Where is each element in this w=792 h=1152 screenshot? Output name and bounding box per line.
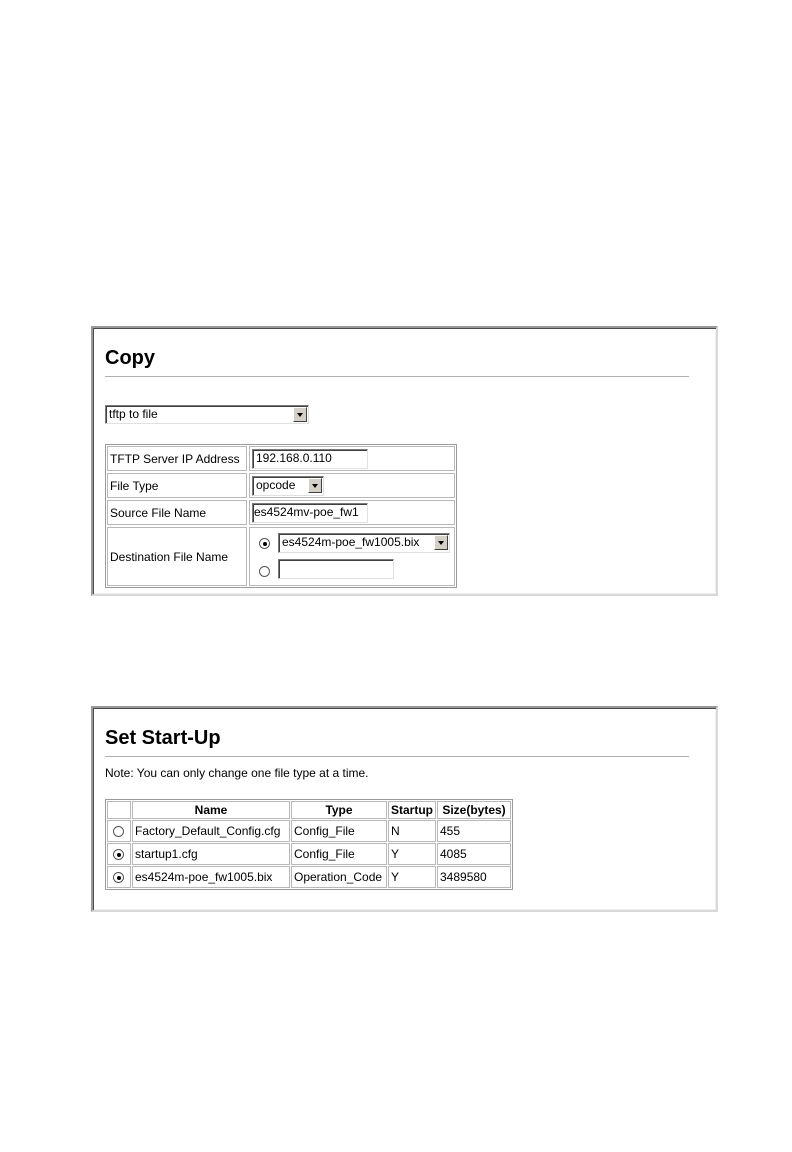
column-header (107, 801, 131, 819)
source-file-cell (249, 500, 455, 525)
destination-file-cell (249, 527, 455, 586)
source-file-label: Source File Name (107, 500, 247, 525)
column-header: Size(bytes) (437, 801, 511, 819)
chevron-down-icon[interactable] (293, 407, 307, 422)
file-select-radio[interactable] (113, 872, 124, 883)
file-name: startup1.cfg (132, 843, 290, 865)
file-select-radio[interactable] (113, 849, 124, 860)
title-divider (105, 376, 689, 377)
table-row (107, 843, 511, 865)
table-row (107, 866, 511, 888)
source-file-row (106, 499, 456, 526)
destination-select-value: es4524m-poe_fw1005.bix (282, 535, 420, 549)
destination-file-row (106, 526, 456, 588)
destination-file-select[interactable] (278, 533, 450, 553)
chevron-down-icon[interactable] (308, 478, 322, 493)
file-startup: N (388, 820, 436, 842)
file-name: es4524m-poe_fw1005.bix (132, 866, 290, 888)
table-row (107, 820, 511, 842)
file-type: Config_File (291, 820, 387, 842)
file-size: 3489580 (437, 866, 511, 888)
file-startup: Y (388, 843, 436, 865)
file-type-cell (249, 473, 455, 498)
file-type-value: opcode (256, 478, 296, 492)
startup-note: Note: You can only change one file type at a time. (105, 766, 369, 780)
tftp-server-label: TFTP Server IP Address (107, 446, 247, 471)
file-type-label: File Type (107, 473, 247, 498)
destination-text-radio[interactable] (259, 566, 270, 577)
destination-file-input[interactable] (278, 559, 394, 579)
column-header: Name (132, 801, 290, 819)
copy-mode-select[interactable] (105, 405, 309, 424)
destination-select-radio[interactable] (259, 538, 270, 549)
column-header: Type (291, 801, 387, 819)
select-cell (107, 866, 131, 888)
source-file-input[interactable]: es4524mv-poe_fw1 (252, 503, 368, 523)
select-cell (107, 820, 131, 842)
chevron-down-icon[interactable] (434, 535, 448, 550)
file-type: Operation_Code (291, 866, 387, 888)
copy-title: Copy (105, 347, 155, 369)
tftp-server-row (106, 445, 456, 472)
select-cell (107, 843, 131, 865)
file-name: Factory_Default_Config.cfg (132, 820, 290, 842)
startup-title: Set Start-Up (105, 727, 221, 749)
copy-form (105, 444, 457, 588)
copy-panel (91, 326, 718, 596)
file-size: 4085 (437, 843, 511, 865)
startup-files-table (105, 799, 513, 890)
tftp-server-input[interactable]: 192.168.0.110 (252, 449, 368, 469)
startup-panel (91, 706, 718, 912)
column-header: Startup (388, 801, 436, 819)
table-header-row (107, 801, 511, 819)
file-startup: Y (388, 866, 436, 888)
file-size: 455 (437, 820, 511, 842)
destination-file-label: Destination File Name (107, 527, 247, 586)
tftp-server-cell (249, 446, 455, 471)
file-type: Config_File (291, 843, 387, 865)
title-divider (105, 756, 689, 757)
file-type-row (106, 472, 456, 499)
file-select-radio[interactable] (113, 826, 124, 837)
file-type-select[interactable] (252, 476, 324, 496)
copy-mode-value: tftp to file (109, 407, 158, 421)
